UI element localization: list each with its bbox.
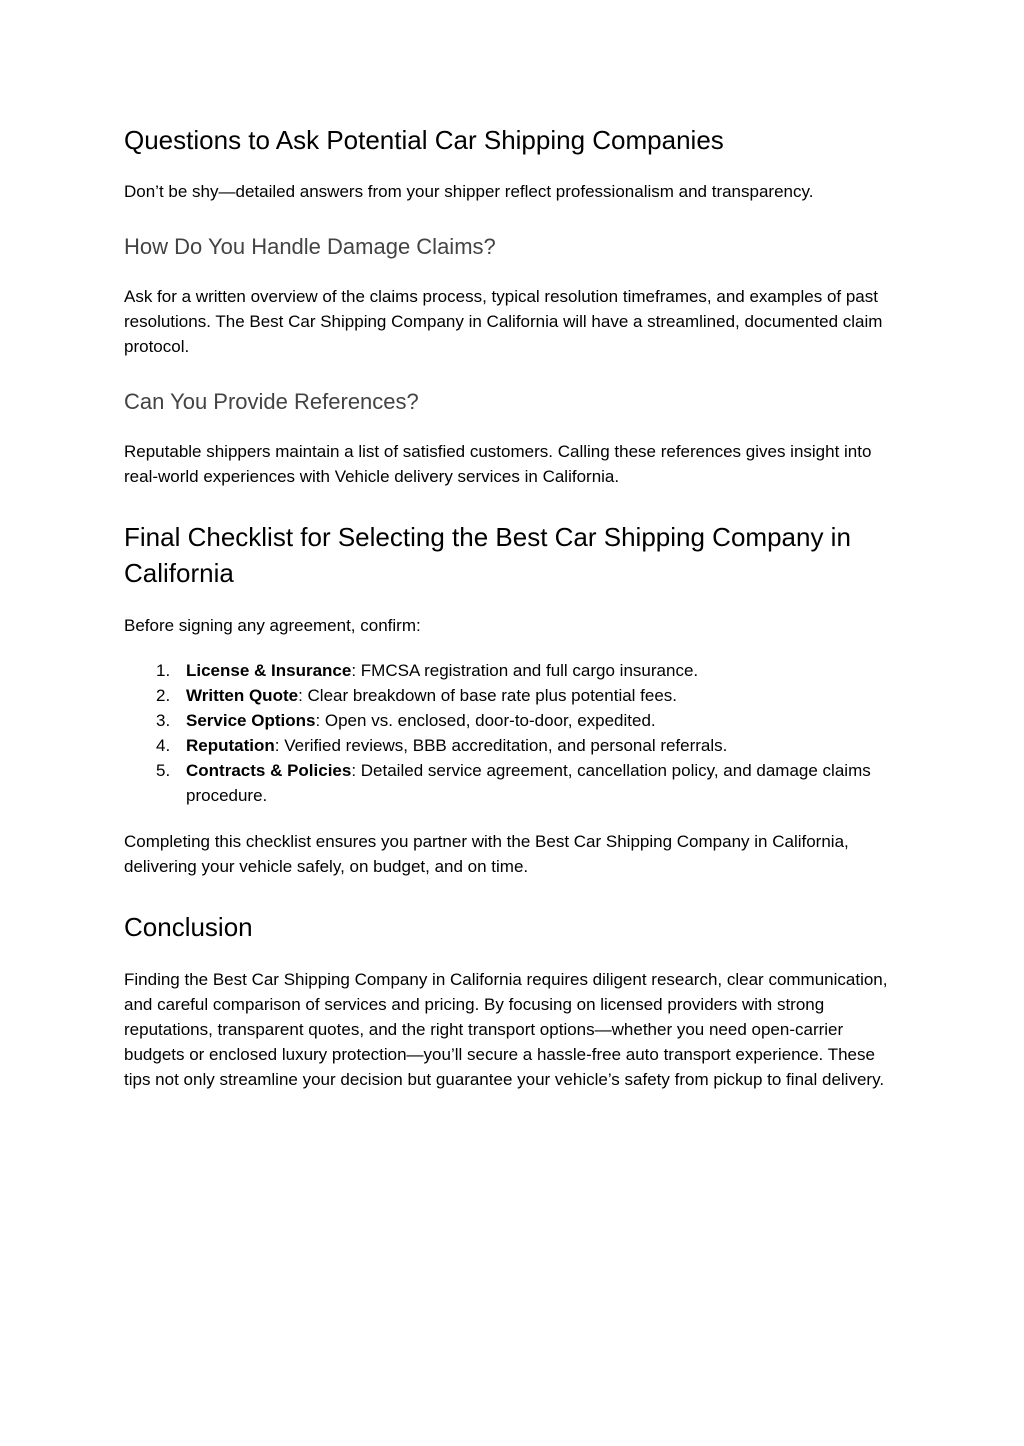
checklist-list xyxy=(124,658,900,808)
list-item-term: Written Quote xyxy=(186,686,299,705)
list-item-number: 3. xyxy=(156,711,171,730)
list-item-detail: : Detailed service agreement, cancellation policy, and damage claims procedure. xyxy=(186,761,871,805)
questions-intro: Don’t be shy—detailed answers from your shipper reflect professionalism and transparency. xyxy=(124,182,814,201)
list-item-detail: : Verified reviews, BBB accreditation, and personal referrals. xyxy=(274,736,728,755)
list-item-number: 1. xyxy=(156,661,171,680)
checklist-heading: Final Checklist for Selecting the Best Car Shipping Company in California xyxy=(124,522,851,588)
list-item-term: Service Options xyxy=(186,711,316,730)
list-item xyxy=(124,658,900,683)
list-item-number: 2. xyxy=(156,686,171,705)
list-item-detail: : Clear breakdown of base rate plus potential fees. xyxy=(298,686,678,705)
references-paragraph: Reputable shippers maintain a list of satisfied customers. Calling these references gives insight into real-world experiences with Vehicle delivery services in California. xyxy=(124,442,872,486)
list-item-detail: : FMCSA registration and full cargo insurance. xyxy=(351,661,699,680)
questions-heading: Questions to Ask Potential Car Shipping Companies xyxy=(124,125,724,155)
list-item xyxy=(124,708,900,733)
list-item-term: Contracts & Policies xyxy=(186,761,352,780)
damage-claims-paragraph: Ask for a written overview of the claims process, typical resolution timeframes, and examples of past resolutions. The Best Car Shipping Company in California will have a streamlined, documented claim protocol. xyxy=(124,287,883,356)
conclusion-paragraph: Finding the Best Car Shipping Company in California requires diligent research, clear communication, and careful comparison of services and pricing. By focusing on licensed providers with strong reputations, transparent quotes, and the right transport options—whether you need open-carrier budgets or enclosed luxury protection—you’ll secure a hassle-free auto transport experience. These tips not only streamline your decision but guarantee your vehicle’s safety from pickup to final delivery. xyxy=(124,970,888,1089)
list-item-detail: : Open vs. enclosed, door-to-door, expedited. xyxy=(315,711,656,730)
list-item-number: 4. xyxy=(156,736,171,755)
damage-claims-heading: How Do You Handle Damage Claims? xyxy=(124,234,496,259)
list-item xyxy=(124,733,900,758)
list-item-number: 5. xyxy=(156,761,171,780)
checklist-intro: Before signing any agreement, confirm: xyxy=(124,616,421,635)
list-item xyxy=(124,758,900,808)
list-item-term: Reputation xyxy=(186,736,275,755)
conclusion-heading: Conclusion xyxy=(124,912,253,942)
checklist-outro: Completing this checklist ensures you partner with the Best Car Shipping Company in California, delivering your vehicle safely, on budget, and on time. xyxy=(124,832,849,876)
list-item-term: License & Insurance xyxy=(186,661,352,680)
list-item xyxy=(124,683,900,708)
references-heading: Can You Provide References? xyxy=(124,389,419,414)
